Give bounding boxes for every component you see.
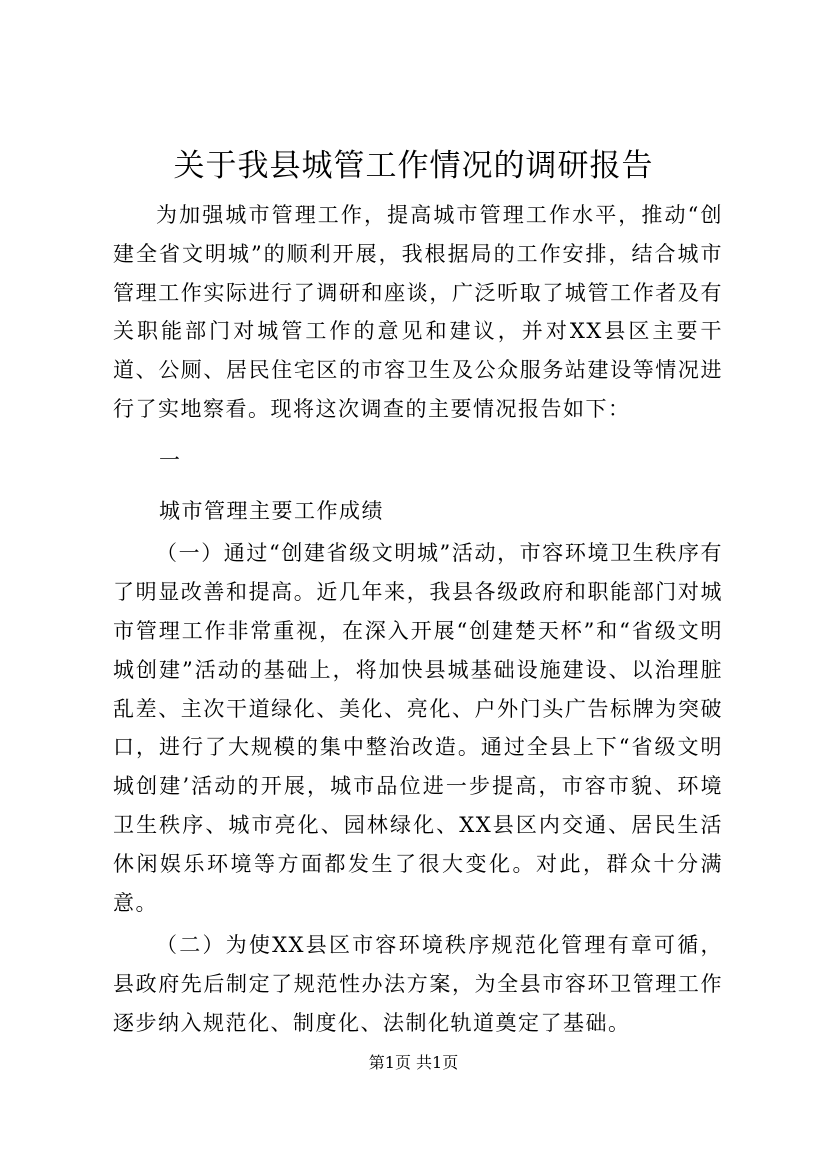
paragraph-item-1: （一）通过“创建省级文明城”活动，市容环境卫生秩序有了明显改善和提高。近几年来，我县各级政府和职能部门对城市管理工作非常重视，在深入开展“创建楚天杯”和“省级文明城创建”活动的基础上，将加快县城基础设施建设、以治理脏乱差、主次干道绿化、美化、亮化、户外门头广告标牌为突破口，进行了大规模的集中整治改造。通过全县上下“省级文明城创建’活动的开展，城市品位进一步提高，市容市貌、环境卫生秩序、城市亮化、园林绿化、XX县区内交通、居民生活休闲娱乐环境等方面都发生了很大变化。对此，群众十分满意。 bbox=[113, 541, 723, 915]
section-heading: 城市管理主要工作成绩 bbox=[159, 498, 384, 523]
paragraph-item-2: （二）为使XX县区市容环境秩序规范化管理有章可循，县政府先后制定了规范性办法方案，为全县市容环卫管理工作逐步纳入规范化、制度化、法制化轨道奠定了基础。 bbox=[113, 933, 723, 1035]
document-body bbox=[113, 196, 723, 1043]
paragraph-intro: 为加强城市管理工作，提高城市管理工作水平，推动“创建全省文明城”的顺利开展，我根据局的工作安排，结合城市管理工作实际进行了调研和座谈，广泛听取了城管工作者及有关职能部门对城管工作的意见和建议，并对XX县区主要干道、公厕、居民住宅区的市容卫生及公众服务站建设等情况进行了实地察看。现将这次调查的主要情况报告如下： bbox=[113, 203, 723, 421]
page-number-label: 第1页 共1页 bbox=[368, 1053, 459, 1072]
document-title: 关于我县城管工作情况的调研报告 bbox=[173, 148, 654, 184]
page-footer bbox=[0, 1052, 827, 1074]
section-number: 一 bbox=[159, 447, 182, 472]
